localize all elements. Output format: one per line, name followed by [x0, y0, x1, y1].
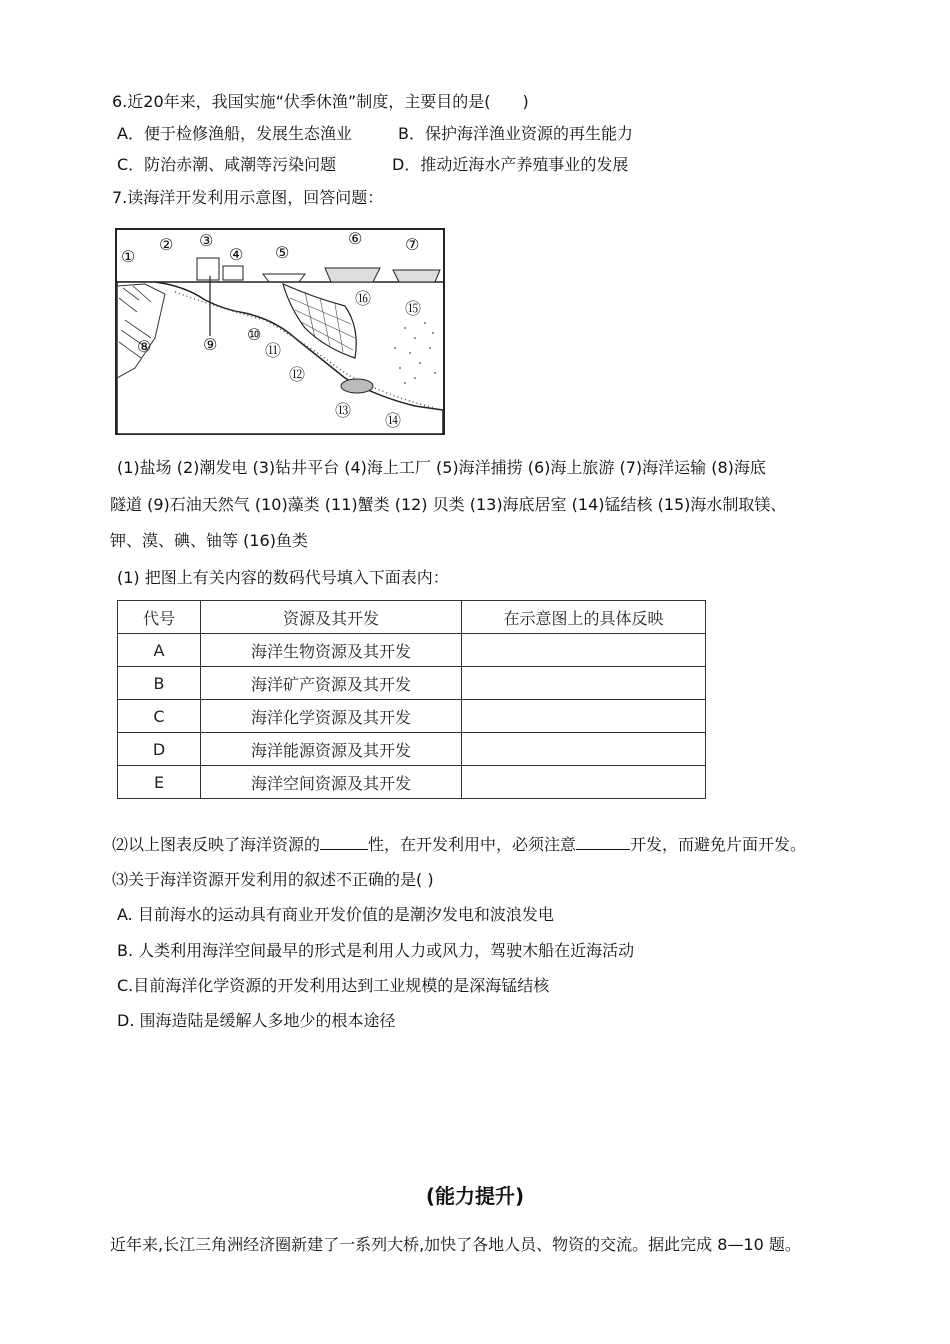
q7-sub3-option-d: D. 围海造陆是缓解人多地少的根本途径 — [117, 1011, 396, 1030]
section-title: (能力提升) — [425, 1184, 525, 1208]
diagram-num-13: ⑬ — [335, 401, 352, 420]
table-row — [118, 733, 706, 766]
section-intro: 近年来,长江三角洲经济圈新建了一系列大桥,加快了各地人员、物资的交流。据此完成 8—10 题。 — [110, 1235, 801, 1254]
q7-legend-line2: 隧道 (9)石油天然气 (10)藻类 (11)蟹类 (12) 贝类 (13)海底居室 (14)锰结核 (15)海水制取镁、 — [110, 495, 787, 514]
ocean-development-diagram — [115, 228, 445, 435]
table-header-reflection: 在示意图上的具体反映 — [462, 601, 706, 634]
cargo-ship — [393, 270, 440, 282]
q7-sub2-part3: 开发，而避免片面开发。 — [630, 835, 807, 854]
fill-blank-1[interactable] — [320, 835, 368, 850]
q7-sub2-part1: ⑵以上图表反映了海洋资源的 — [112, 835, 321, 854]
q6-option-d: D．推动近海水产养殖事业的发展 — [392, 155, 629, 174]
diagram-num-4: ④ — [229, 245, 244, 264]
q6-stem: 6.近20年来，我国实施“伏季休渔”制度，主要目的是( ) — [112, 92, 529, 111]
table-cell-code: C — [118, 700, 201, 733]
table-row — [118, 634, 706, 667]
table-cell-answer[interactable] — [462, 700, 706, 733]
table-cell-code: D — [118, 733, 201, 766]
table-cell-answer[interactable] — [462, 766, 706, 799]
diagram-num-5: ⑤ — [275, 243, 290, 262]
table-cell-answer[interactable] — [462, 634, 706, 667]
q7-sub3-option-c: C.目前海洋化学资源的开发利用达到工业规模的是深海锰结核 — [117, 976, 550, 995]
diagram-num-8: ⑧ — [137, 337, 152, 356]
table-header-resource: 资源及其开发 — [201, 601, 462, 634]
table-row — [118, 700, 706, 733]
q6-option-b: B．保护海洋渔业资源的再生能力 — [398, 124, 633, 143]
table-cell-resource: 海洋化学资源及其开发 — [201, 700, 462, 733]
table-header-code: 代号 — [118, 601, 201, 634]
q7-sub1: (1) 把图上有关内容的数码代号填入下面表内： — [117, 568, 449, 587]
table-cell-answer[interactable] — [462, 733, 706, 766]
table-row — [118, 667, 706, 700]
table-cell-code: E — [118, 766, 201, 799]
table-header-row — [118, 601, 706, 634]
diagram-num-14: ⑭ — [385, 411, 402, 430]
diagram-num-9: ⑨ — [203, 335, 218, 354]
table-cell-resource: 海洋矿产资源及其开发 — [201, 667, 462, 700]
q7-sub2-part2: 性，在开发利用中，必须注意 — [368, 835, 577, 854]
table-cell-resource: 海洋空间资源及其开发 — [201, 766, 462, 799]
q7-legend-line1: (1)盐场 (2)潮发电 (3)钻井平台 (4)海上工厂 (5)海洋捕捞 (6)海上旅游 (7)海洋运输 (8)海底 — [117, 458, 766, 477]
q7-stem: 7.读海洋开发利用示意图，回答问题： — [112, 188, 384, 207]
diagram-num-6: ⑥ — [348, 229, 363, 248]
diagram-num-10: ⑩ — [247, 325, 262, 344]
seabed-house — [341, 379, 373, 393]
table-cell-code: A — [118, 634, 201, 667]
diagram-num-16: ⑯ — [355, 289, 372, 308]
resource-table — [117, 600, 706, 799]
q7-sub3: ⑶关于海洋资源开发利用的叙述不正确的是( ) — [112, 870, 434, 889]
table-cell-answer[interactable] — [462, 667, 706, 700]
diagram-num-7: ⑦ — [405, 235, 420, 254]
diagram-num-1: ① — [121, 247, 136, 266]
diagram-num-15: ⑮ — [405, 299, 422, 318]
tour-ship — [325, 268, 380, 282]
diagram-num-2: ② — [159, 235, 174, 254]
table-row — [118, 766, 706, 799]
q6-option-a: A．便于检修渔船，发展生态渔业 — [117, 124, 352, 143]
table-cell-resource: 海洋生物资源及其开发 — [201, 634, 462, 667]
diagram-num-11: ⑪ — [265, 341, 282, 360]
q7-legend-line3: 钾、漠、碘、铀等 (16)鱼类 — [110, 531, 308, 550]
q7-sub3-option-a: A. 目前海水的运动具有商业开发价值的是潮汐发电和波浪发电 — [117, 905, 554, 924]
table-cell-resource: 海洋能源资源及其开发 — [201, 733, 462, 766]
diagram-num-3: ③ — [199, 231, 214, 250]
q6-option-c: C．防治赤潮、咸潮等污染问题 — [117, 155, 337, 174]
fill-blank-2[interactable] — [576, 835, 630, 850]
q7-sub3-option-b: B. 人类利用海洋空间最早的形式是利用人力或风力，驾驶木船在近海活动 — [117, 941, 635, 960]
q7-sub2 — [112, 835, 806, 855]
diagram-num-12: ⑫ — [289, 365, 306, 384]
table-cell-code: B — [118, 667, 201, 700]
